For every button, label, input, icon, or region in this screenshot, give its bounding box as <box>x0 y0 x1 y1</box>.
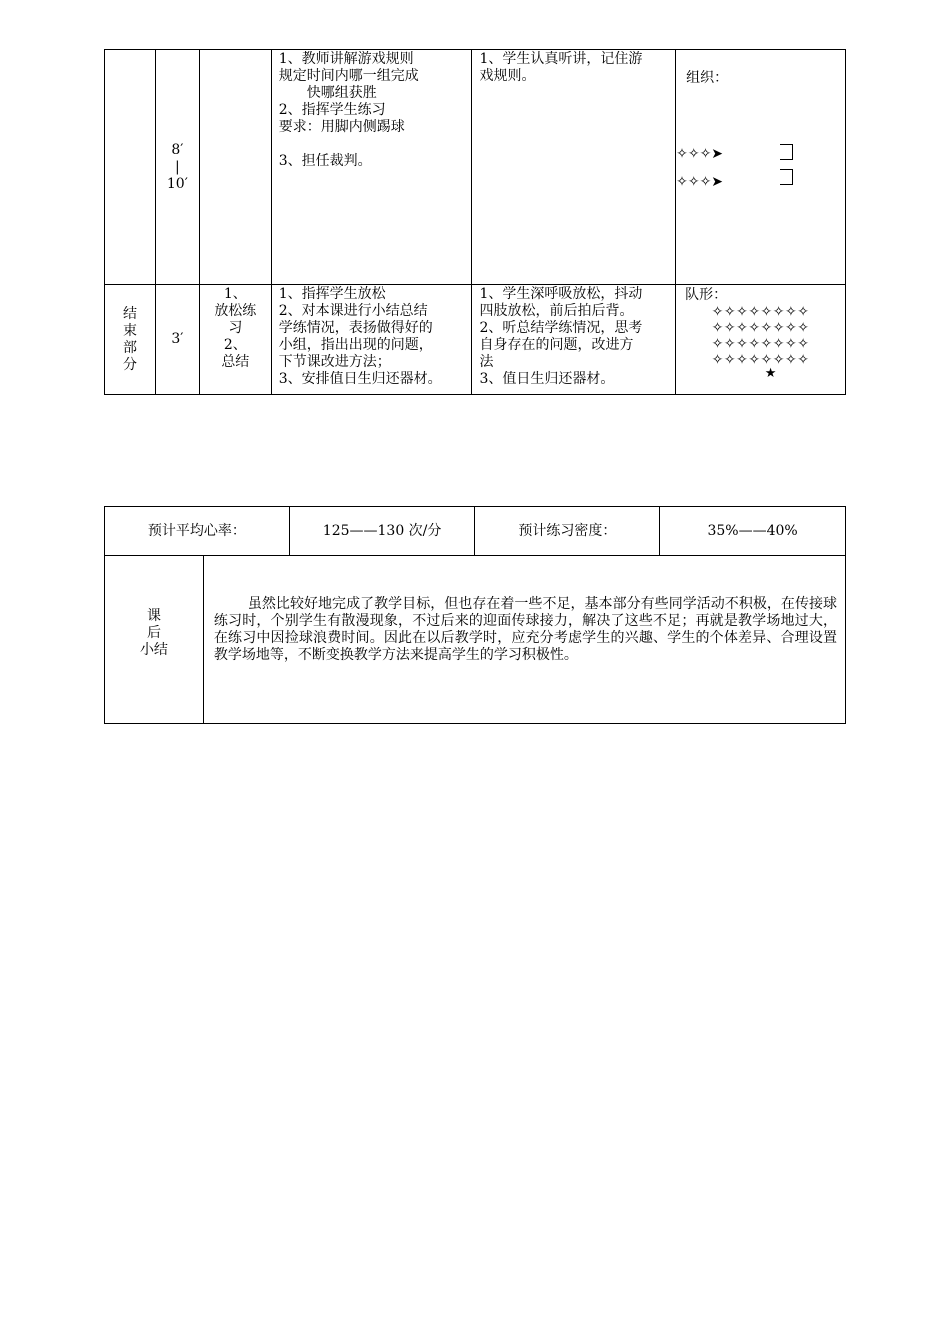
content-cell <box>199 285 271 395</box>
part-char: 束 <box>122 322 137 339</box>
reflection-label-cell <box>105 556 204 724</box>
student-line: 法 <box>479 354 494 370</box>
student-line: 3、值日生归还器材。 <box>479 371 615 387</box>
teacher-line: 2、指挥学生练习 <box>278 102 386 118</box>
density-label: 预计练习密度： <box>475 507 660 556</box>
goal-icon <box>780 169 793 185</box>
formation-row: ✧✧✧✧✧✧✧✧ <box>711 304 810 320</box>
student-activity-cell <box>472 285 676 395</box>
time-end: 10′ <box>166 175 188 192</box>
heart-rate-value: 125——130 次/分 <box>289 507 475 556</box>
goal-icon <box>780 144 793 160</box>
reflection-label-char: 后 <box>146 625 161 641</box>
teacher-line: 3、安排值日生归还器材。 <box>278 371 442 387</box>
reflection-text: 虽然比较好地完成了教学目标，但也存在着一些不足，基本部分有些同学活动不积极，在传接球练习时，个别学生有散漫现象，不过后来的迎面传球接力，解决了这些不足；再就是教学场地过大，在练习中因捡球浪费时间。因此在以后教学时，应充分考虑学生的兴趣、学生的个体差异、合理设置教学场地等，不断变换教学方法来提高学生的学习积极性。 <box>213 596 837 663</box>
reflection-row <box>105 556 846 724</box>
density-value: 35%——40% <box>660 507 846 556</box>
student-activity-cell <box>472 50 676 285</box>
content-line: 总结 <box>221 354 250 370</box>
relay-arrow-row: ✧✧✧➤ <box>676 174 724 190</box>
part-char: 结 <box>122 305 137 322</box>
time-start: 8′ <box>171 141 184 158</box>
teacher-line: 要求：用脚内侧踢球 <box>278 119 405 135</box>
teacher-line: 快哪组获胜 <box>306 85 377 101</box>
organization-diagram-cell <box>676 50 846 285</box>
teacher-line: 3、担任裁判。 <box>278 153 372 169</box>
student-line: 1、学生认真听讲，记住游 <box>479 51 643 67</box>
ending-row <box>105 285 846 395</box>
teacher-line: 1、教师讲解游戏规则 <box>278 51 414 67</box>
teacher-line: 下节课改进方法； <box>278 354 391 370</box>
game-row <box>105 50 846 285</box>
content-line: 放松练 <box>214 303 257 319</box>
reflection-text-cell <box>203 556 845 724</box>
student-line: 戏规则。 <box>479 68 536 84</box>
part-name-cell <box>105 285 156 395</box>
lesson-plan-table <box>104 49 846 395</box>
reflection-label-char: 小结 <box>139 642 168 658</box>
summary-table <box>104 506 846 724</box>
teacher-line: 1、指挥学生放松 <box>278 286 386 302</box>
part-name-cell <box>105 50 156 285</box>
teacher-line-blank <box>279 136 466 153</box>
teacher-line: 规定时间内哪一组完成 <box>278 68 419 84</box>
formation-row: ✧✧✧✧✧✧✧✧ <box>711 320 810 336</box>
teacher-line: 学练情况，表扬做得好的 <box>278 320 433 336</box>
reflection-label-char: 课 <box>146 608 161 624</box>
student-line: 自身存在的问题，改进方 <box>479 337 634 353</box>
teacher-activity-cell <box>271 50 472 285</box>
time-cell <box>155 50 199 285</box>
content-line: 1、 <box>223 286 247 302</box>
formation-row: ✧✧✧✧✧✧✧✧ <box>711 336 810 352</box>
content-cell <box>199 50 271 285</box>
time-cell: 3′ <box>155 285 199 395</box>
relay-arrow-row: ✧✧✧➤ <box>676 146 724 162</box>
heart-rate-label: 预计平均心率： <box>105 507 290 556</box>
content-line: 2、 <box>223 337 247 353</box>
teacher-activity-cell <box>271 285 472 395</box>
formation-label: 队形： <box>685 287 728 303</box>
student-line: 四肢放松，前后拍后背。 <box>479 303 634 319</box>
part-char: 分 <box>122 356 137 373</box>
organization-label: 组织： <box>686 70 729 86</box>
teacher-star-icon: ★ <box>764 366 777 381</box>
teacher-line: 小组，指出出现的问题， <box>278 337 433 353</box>
formation-row: ✧✧✧✧✧✧✧✧ <box>711 352 810 368</box>
student-line: 2、听总结学练情况，思考 <box>479 320 643 336</box>
summary-header-row <box>105 507 846 556</box>
part-char: 部 <box>122 339 137 356</box>
formation-diagram-cell <box>676 285 846 395</box>
teacher-line: 2、对本课进行小结总结 <box>278 303 428 319</box>
time-separator: | <box>175 158 180 175</box>
student-line: 1、学生深呼吸放松，抖动 <box>479 286 643 302</box>
content-line: 习 <box>228 320 243 336</box>
